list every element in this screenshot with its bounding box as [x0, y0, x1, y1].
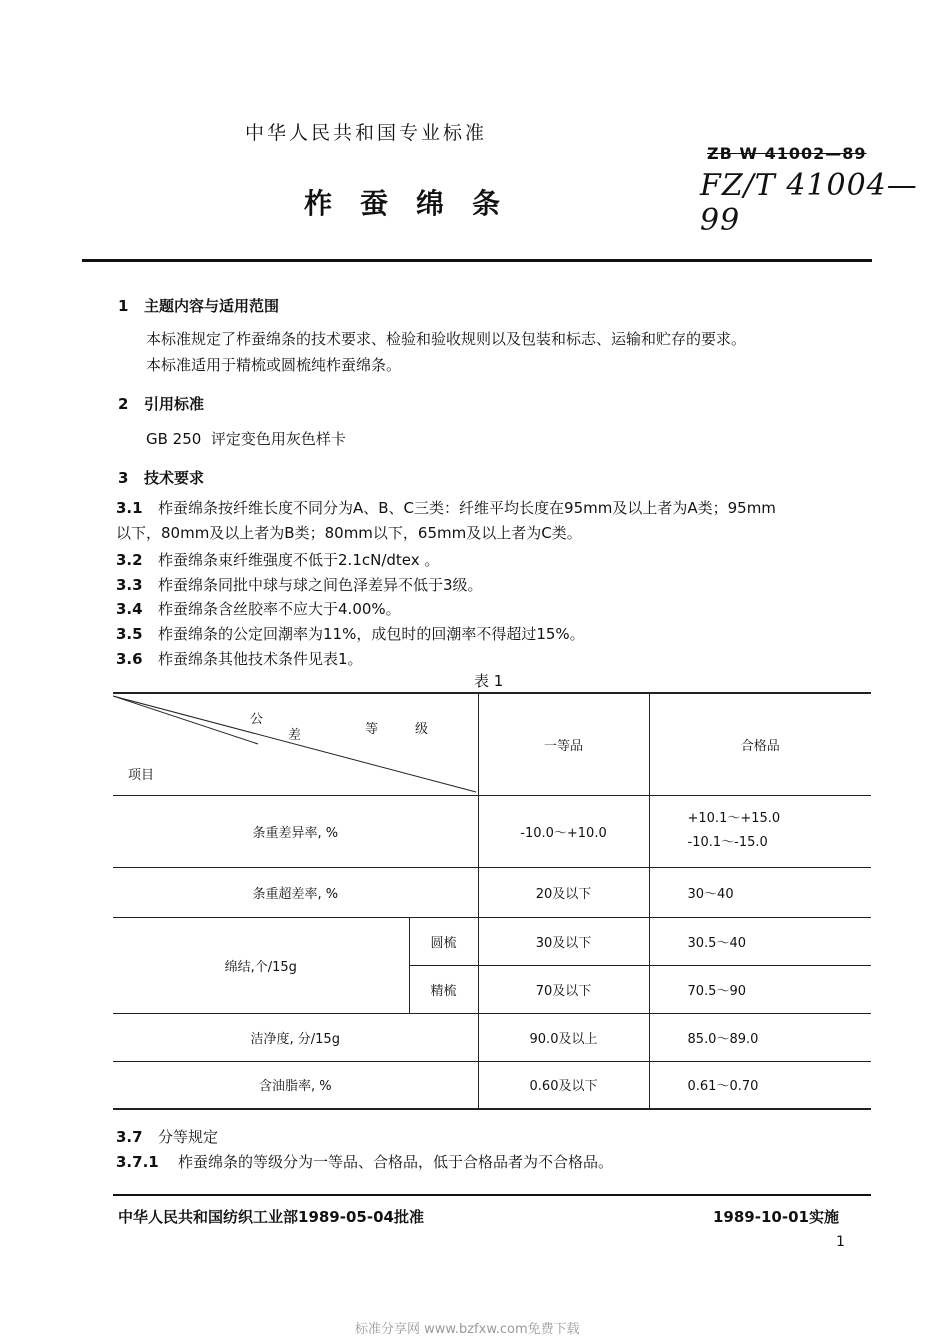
clause-3-4: 3.4 柞蚕绵条含丝胶率不应大于4.00%。	[116, 600, 401, 618]
section-2-heading: 2 引用标准	[118, 395, 205, 413]
header-first-grade: 一等品	[478, 693, 649, 795]
header-item: 项目	[128, 768, 155, 783]
clause-3-1-cont: 以下，80mm及以上者为B类；80mm以下，65mm及以上者为C类。	[116, 524, 582, 542]
row-label: 绵结,个/15g	[113, 917, 409, 1013]
cell-qualified-lower: -10.1～-15.0	[687, 835, 768, 850]
cell-qualified: 30.5～40	[649, 917, 871, 965]
cell-qualified-upper: +10.1～+15.0	[687, 811, 781, 826]
header-deng: 等	[365, 722, 379, 737]
header-qualified: 合格品	[649, 693, 871, 795]
row-label: 条重差异率, %	[113, 795, 478, 867]
footer-rule	[113, 1194, 871, 1196]
diagonal-lines	[113, 694, 478, 794]
standard-type: 中华人民共和国专业标准	[245, 122, 488, 144]
diagonal-header-cell	[113, 693, 478, 795]
table-row	[113, 795, 871, 867]
table-row	[113, 1013, 871, 1061]
header-cha: 差	[288, 728, 302, 743]
approval-line: 中华人民共和国纺织工业部1989-05-04批准	[118, 1208, 424, 1226]
specifications-table	[113, 692, 871, 1110]
table-caption: 表 1	[474, 672, 504, 690]
clause-3-2: 3.2 柞蚕绵条束纤维强度不低于2.1cN/dtex 。	[116, 551, 440, 569]
cell-first: 30及以下	[478, 917, 649, 965]
cell-first: 0.60及以下	[478, 1061, 649, 1109]
document-title: 柞蚕绵条	[304, 187, 529, 220]
header-ji: 级	[415, 722, 429, 737]
row-label: 含油脂率, %	[113, 1061, 478, 1109]
clause-3-7: 3.7 分等规定	[116, 1128, 219, 1146]
header-gongcha: 公	[250, 712, 264, 727]
table-row	[113, 867, 871, 917]
row-label: 洁净度, 分/15g	[113, 1013, 478, 1061]
table-row	[113, 1061, 871, 1109]
table-row	[113, 917, 871, 965]
row-sublabel: 圆梳	[409, 917, 478, 965]
section-3-heading: 3 技术要求	[118, 469, 205, 487]
watermark-text: 标准分享网 www.bzfxw.com免费下载	[355, 1322, 580, 1337]
effective-date: 1989-10-01实施	[713, 1208, 839, 1226]
cell-qualified	[649, 795, 871, 867]
cell-first: 90.0及以上	[478, 1013, 649, 1061]
table-header-row	[113, 693, 871, 795]
cell-qualified: 30～40	[649, 867, 871, 917]
section-1-paragraph-1: 本标准规定了柞蚕绵条的技术要求、检验和验收规则以及包装和标志、运输和贮存的要求。	[146, 330, 747, 348]
section-1-heading: 1 主题内容与适用范围	[118, 297, 280, 315]
cell-first: 20及以下	[478, 867, 649, 917]
row-label: 条重超差率, %	[113, 867, 478, 917]
cell-first: 70及以下	[478, 965, 649, 1013]
page-number: 1	[836, 1234, 845, 1250]
clause-3-7-1: 3.7.1 柞蚕绵条的等级分为一等品、合格品，低于合格品者为不合格品。	[116, 1153, 614, 1171]
header-rule	[82, 259, 872, 262]
new-standard-code: FZ/T 41004—99	[700, 168, 918, 238]
clause-3-5: 3.5 柞蚕绵条的公定回潮率为11%，成包时的回潮率不得超过15%。	[116, 625, 585, 643]
clause-3-3: 3.3 柞蚕绵条同批中球与球之间色泽差异不低于3级。	[116, 576, 483, 594]
cell-first: -10.0～+10.0	[478, 795, 649, 867]
section-1-paragraph-2: 本标准适用于精梳或圆梳纯柞蚕绵条。	[146, 356, 402, 374]
row-sublabel: 精梳	[409, 965, 478, 1013]
old-standard-code: ZB W 41002—89	[707, 144, 867, 163]
cell-qualified: 0.61～0.70	[649, 1061, 871, 1109]
clause-3-6: 3.6 柞蚕绵条其他技术条件见表1。	[116, 650, 363, 668]
cell-qualified: 85.0～89.0	[649, 1013, 871, 1061]
cell-qualified: 70.5～90	[649, 965, 871, 1013]
clause-3-1: 3.1 柞蚕绵条按纤维长度不同分为A、B、C三类：纤维平均长度在95mm及以上者为A类；95mm	[116, 499, 776, 517]
referenced-standard: GB 250 评定变色用灰色样卡	[146, 430, 346, 448]
